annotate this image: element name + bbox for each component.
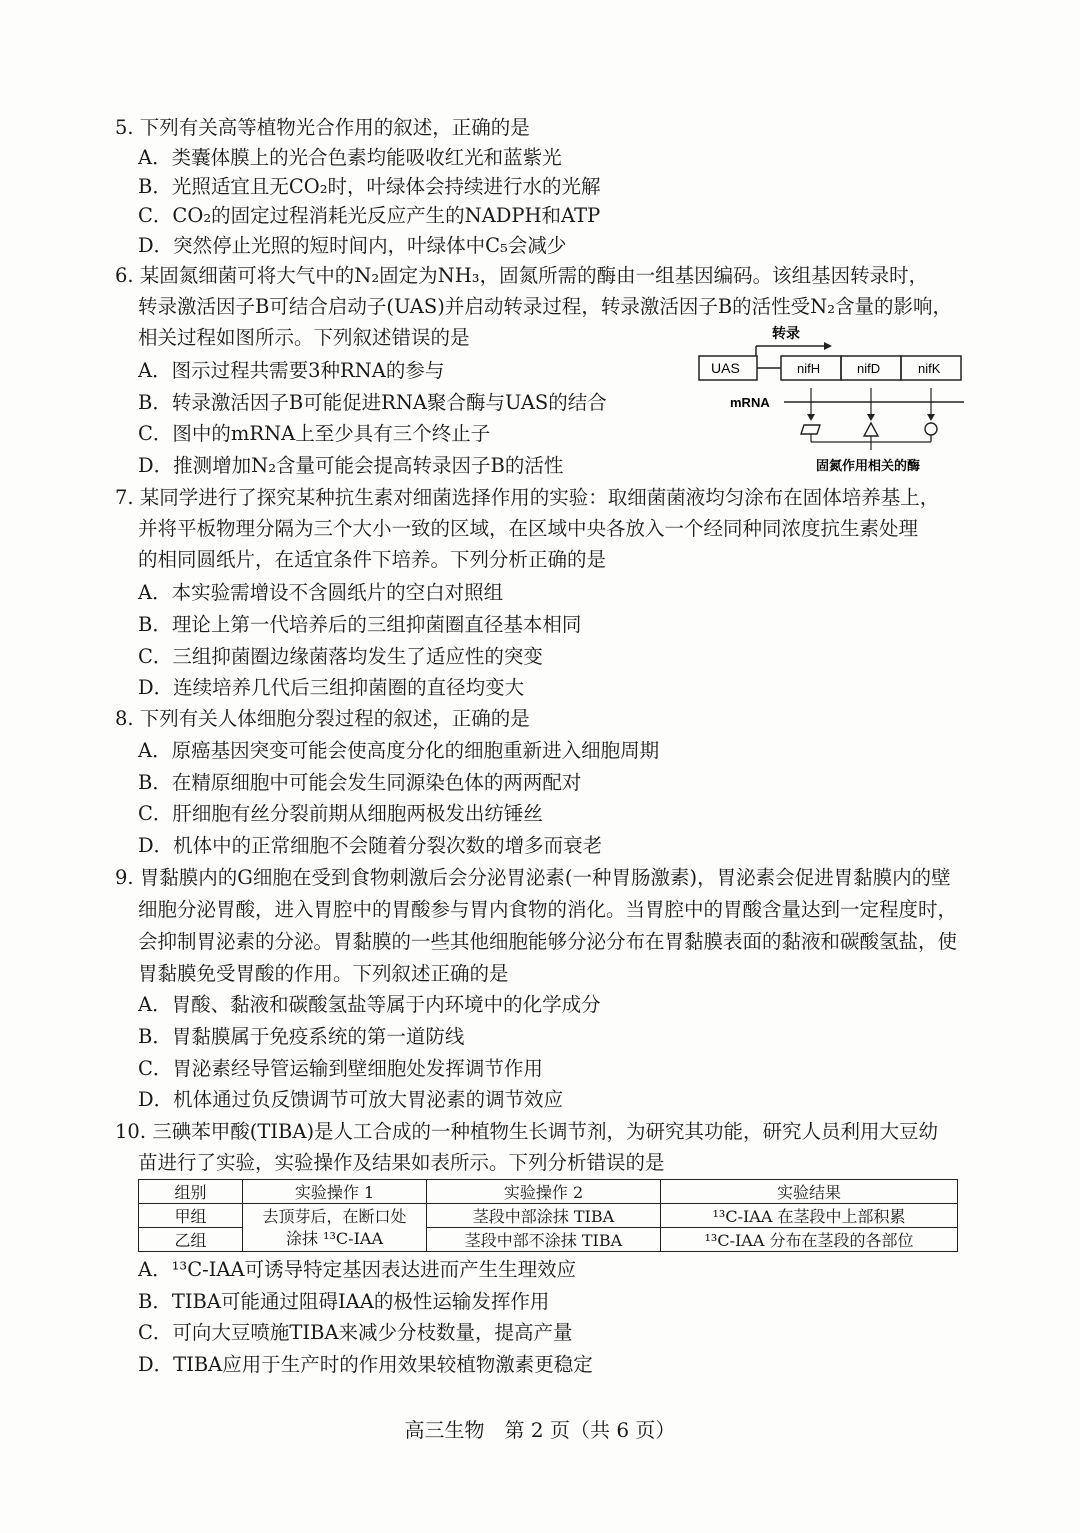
choice-line: D．突然停止光照的短时间内，叶绿体中C₅会减少 bbox=[138, 234, 567, 257]
choice-line: 细胞分泌胃酸，进入胃腔中的胃酸参与胃内食物的消化。当胃腔中的胃酸含量达到一定程度时， bbox=[138, 898, 958, 921]
choice-line: A．原癌基因突变可能会使高度分化的细胞重新进入细胞周期 bbox=[138, 739, 660, 762]
table-row bbox=[139, 1204, 958, 1228]
choice-line: B．转录激活因子B可能促进RNA聚合酶与UAS的结合 bbox=[138, 391, 607, 414]
question-stem-line: 8. 下列有关人体细胞分裂过程的叙述，正确的是 bbox=[115, 707, 530, 730]
header-group: 组别 bbox=[139, 1180, 243, 1204]
choice-line: A．¹³C-IAA可诱导特定基因表达进而产生生理效应 bbox=[138, 1258, 577, 1281]
gene-label-nifk: nifK bbox=[918, 361, 941, 376]
diagram-svg bbox=[696, 322, 986, 478]
question-stem-line: 7. 某同学进行了探究某种抗生素对细菌选择作用的实验：取细菌菌液均匀涂布在固体培养基上， bbox=[115, 486, 940, 509]
page-footer: 高三生物 第 2 页（共 6 页） bbox=[404, 1418, 676, 1442]
mrna-label: mRNA bbox=[730, 395, 770, 410]
choice-line: 苗进行了实验，实验操作及结果如表所示。下列分析错误的是 bbox=[138, 1151, 665, 1174]
choice-line: C．三组抑菌圈边缘菌落均发生了适应性的突变 bbox=[138, 645, 543, 668]
arrow-nifk-head-icon bbox=[927, 414, 935, 421]
choice-line: C．CO₂的固定过程消耗光反应产生的NADPH和ATP bbox=[138, 204, 601, 227]
choice-line: A．本实验需增设不含圆纸片的空白对照组 bbox=[138, 581, 504, 604]
choice-line: B．光照适宜且无CO₂时，叶绿体会持续进行水的光解 bbox=[138, 175, 601, 198]
enzyme-caption: 固氮作用相关的酶 bbox=[816, 458, 921, 473]
choice-line: 胃黏膜免受胃酸的作用。下列叙述正确的是 bbox=[138, 962, 509, 985]
experiment-table bbox=[138, 1179, 958, 1252]
question-stem-line: 9. 胃黏膜内的G细胞在受到食物刺激后会分泌胃泌素(一种胃肠激素)，胃泌素会促进胃黏膜内的壁 bbox=[115, 866, 951, 889]
choice-line: C．可向大豆喷施TIBA来减少分枝数量，提高产量 bbox=[138, 1321, 573, 1344]
cell-op2: 茎段中部不涂抹 TIBA bbox=[427, 1228, 661, 1252]
choice-line: B．胃黏膜属于免疫系统的第一道防线 bbox=[138, 1025, 465, 1048]
cell-op1 bbox=[243, 1204, 427, 1252]
enzyme-parallelogram-icon bbox=[801, 425, 820, 434]
enzyme-triangle-icon bbox=[864, 423, 878, 436]
choice-line: A．类囊体膜上的光合色素均能吸收红光和蓝紫光 bbox=[138, 146, 562, 169]
uas-label: UAS bbox=[711, 360, 740, 376]
question-stem-line: 6. 某固氮细菌可将大气中的N₂固定为NH₃，固氮所需的酶由一组基因编码。该组基因转录时， bbox=[115, 264, 929, 287]
choice-line: 相关过程如图所示。下列叙述错误的是 bbox=[138, 326, 470, 349]
choice-line: D．机体中的正常细胞不会随着分裂次数的增多而衰老 bbox=[138, 834, 603, 857]
question-stem-line: 10. 三碘苯甲酸(TIBA)是人工合成的一种植物生长调节剂，为研究其功能，研究人员利用大豆幼 bbox=[115, 1120, 939, 1143]
choice-line: D．机体通过负反馈调节可放大胃泌素的调节效应 bbox=[138, 1088, 564, 1111]
choice-line: C．胃泌素经导管运输到壁细胞处发挥调节作用 bbox=[138, 1057, 543, 1080]
table-header-row bbox=[139, 1180, 958, 1204]
header-op2: 实验操作 2 bbox=[427, 1180, 661, 1204]
question-stem-line: 5. 下列有关高等植物光合作用的叙述，正确的是 bbox=[115, 116, 530, 139]
header-result: 实验结果 bbox=[661, 1180, 958, 1204]
cell-op2: 茎段中部涂抹 TIBA bbox=[427, 1204, 661, 1228]
choice-line: C．肝细胞有丝分裂前期从细胞两极发出纺锤丝 bbox=[138, 802, 543, 825]
header-op1: 实验操作 1 bbox=[243, 1180, 427, 1204]
gene-label-nifh: nifH bbox=[797, 361, 821, 376]
arrow-head-icon bbox=[824, 342, 832, 350]
cell-result: ¹³C-IAA 在茎段中上部积累 bbox=[661, 1204, 958, 1228]
transcription-diagram bbox=[696, 322, 986, 478]
choice-line: B．理论上第一代培养后的三组抑菌圈直径基本相同 bbox=[138, 613, 582, 636]
cell-group: 乙组 bbox=[139, 1228, 243, 1252]
choice-line: 转录激活因子B可结合启动子(UAS)并启动转录过程，转录激活因子B的活性受N₂含量的影响， bbox=[138, 295, 953, 318]
choice-line: D．连续培养几代后三组抑菌圈的直径均变大 bbox=[138, 676, 525, 699]
arrow-nifd-head-icon bbox=[867, 414, 875, 421]
cell-op1-line1: 去顶芽后，在断口处 bbox=[262, 1206, 407, 1226]
arrow-nifh-head-icon bbox=[807, 414, 815, 421]
choice-line: 会抑制胃泌素的分泌。胃黏膜的一些其他细胞能够分泌分布在胃黏膜表面的黏液和碳酸氢盐，使 bbox=[138, 930, 958, 953]
cell-group: 甲组 bbox=[139, 1204, 243, 1228]
choice-line: C．图中的mRNA上至少具有三个终止子 bbox=[138, 422, 491, 445]
cell-op1-line2: 涂抹 ¹³C-IAA bbox=[286, 1228, 383, 1248]
choice-line: 并将平板物理分隔为三个大小一致的区域，在区域中央各放入一个经同种同浓度抗生素处理 bbox=[138, 517, 919, 540]
transcription-label: 转录 bbox=[772, 325, 800, 341]
choice-line: A．胃酸、黏液和碳酸氢盐等属于内环境中的化学成分 bbox=[138, 993, 601, 1016]
cell-result: ¹³C-IAA 分布在茎段的各部位 bbox=[661, 1228, 958, 1252]
choice-line: A．图示过程共需要3种RNA的参与 bbox=[138, 359, 445, 382]
choice-line: D．推测增加N₂含量可能会提高转录因子B的活性 bbox=[138, 454, 564, 477]
choice-line: 的相同圆纸片，在适宜条件下培养。下列分析正确的是 bbox=[138, 548, 607, 571]
choice-line: D．TIBA应用于生产时的作用效果较植物激素更稳定 bbox=[138, 1353, 593, 1376]
gene-label-nifd: nifD bbox=[857, 361, 881, 376]
choice-line: B．TIBA可能通过阻碍IAA的极性运输发挥作用 bbox=[138, 1290, 550, 1313]
enzyme-circle-icon bbox=[925, 423, 937, 435]
choice-line: B．在精原细胞中可能会发生同源染色体的两两配对 bbox=[138, 771, 582, 794]
